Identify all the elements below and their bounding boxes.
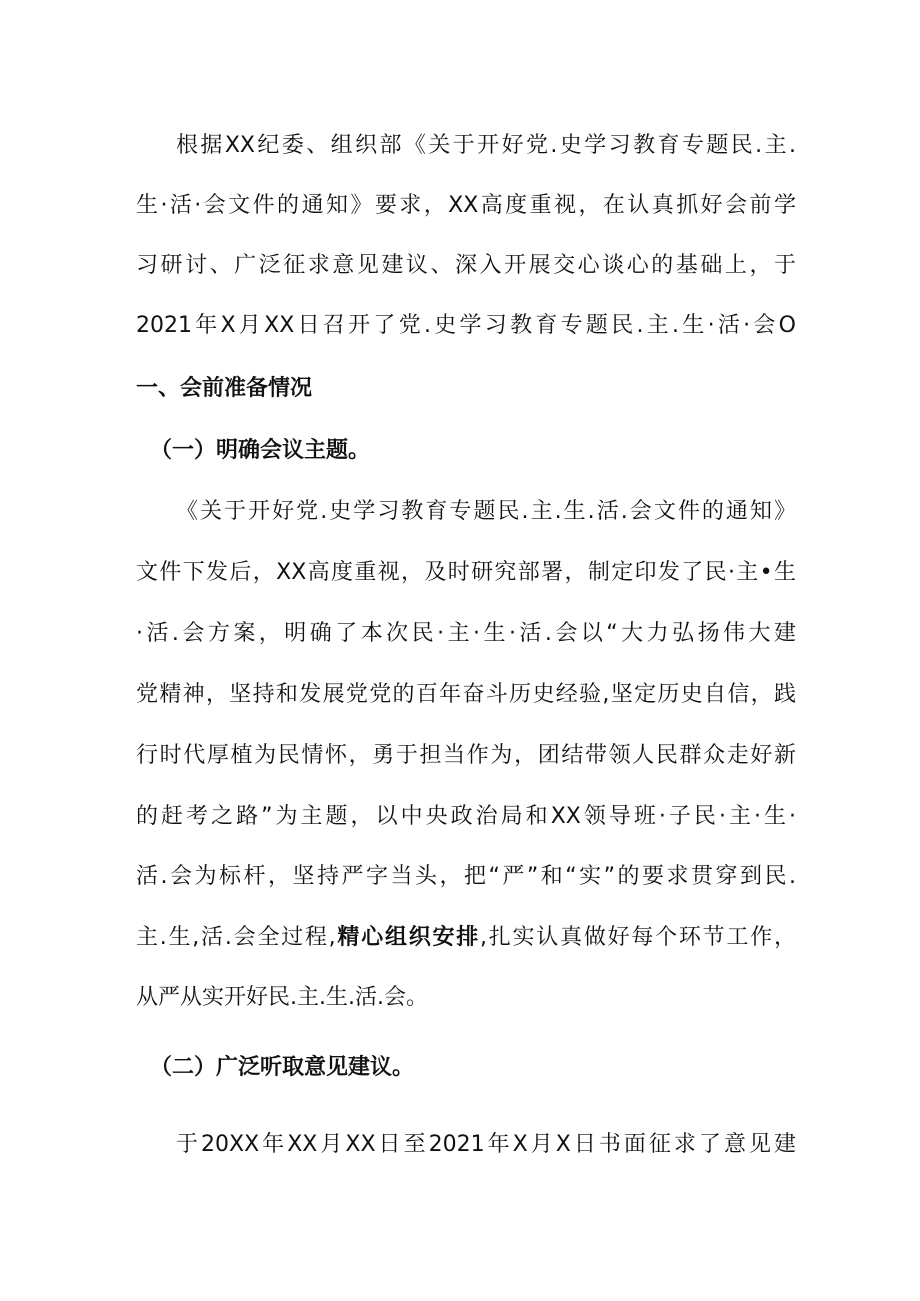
intro-line-4: 2021年X月XX日召开了党.史学习教育专题民.主.生·活·会O (136, 313, 796, 338)
sub2-line-1: 于20XX年XX月XX日至2021年X月X日书面征求了意见建 (176, 1132, 796, 1157)
sub1-line-7: 活.会为标杆，坚持严字当头，把“严”和“实”的要求贯穿到民. (136, 864, 796, 889)
sub1-line-1: 《关于开好党.史学习教育专题民.主.生.活.会文件的通知》 (176, 499, 796, 524)
intro-line-1: 根据XX纪委、组织部《关于开好党.史学习教育专题民.主. (176, 133, 796, 158)
subsection-2-heading: （二）广泛听取意见建议。 (150, 1055, 415, 1080)
sub1-line-9: 从严从实开好民.主.生.活.会。 (136, 985, 428, 1010)
intro-line-3: 习研讨、广泛征求意见建议、深入开展交心谈心的基础上，于 (136, 253, 796, 278)
sub1-line-8-pre: 主.生,活.会全过程, (136, 925, 336, 950)
section-1-heading: 一、会前准备情况 (136, 376, 313, 401)
intro-line-2: 生·活·会文件的通知》要求，XX高度重视，在认真抓好会前学 (136, 193, 796, 218)
sub1-line-8-bold: 精心组织安排 (335, 925, 481, 950)
sub1-line-3: ·活.会方案，明确了本次民·主·生·活.会以“大力弘扬伟大建 (136, 621, 796, 646)
subsection-1-heading: （一）明确会议主题。 (150, 438, 371, 463)
sub1-line-2: 文件下发后，XX高度重视，及时研究部署，制定印发了民·主•生 (136, 560, 796, 585)
sub1-line-8-post: ,扎实认真做好每个环节工作， (480, 925, 796, 950)
sub1-line-8 (136, 923, 796, 953)
sub1-line-4: 党精神，坚持和发展党党的百年奋斗历史经验,坚定历史自信，践 (136, 682, 796, 707)
sub1-line-5: 行时代厚植为民情怀，勇于担当作为，团结带领人民群众走好新 (136, 743, 796, 768)
sub1-line-6: 的赶考之路”为主题，以中央政治局和XX领导班·子民·主·生· (136, 804, 796, 829)
